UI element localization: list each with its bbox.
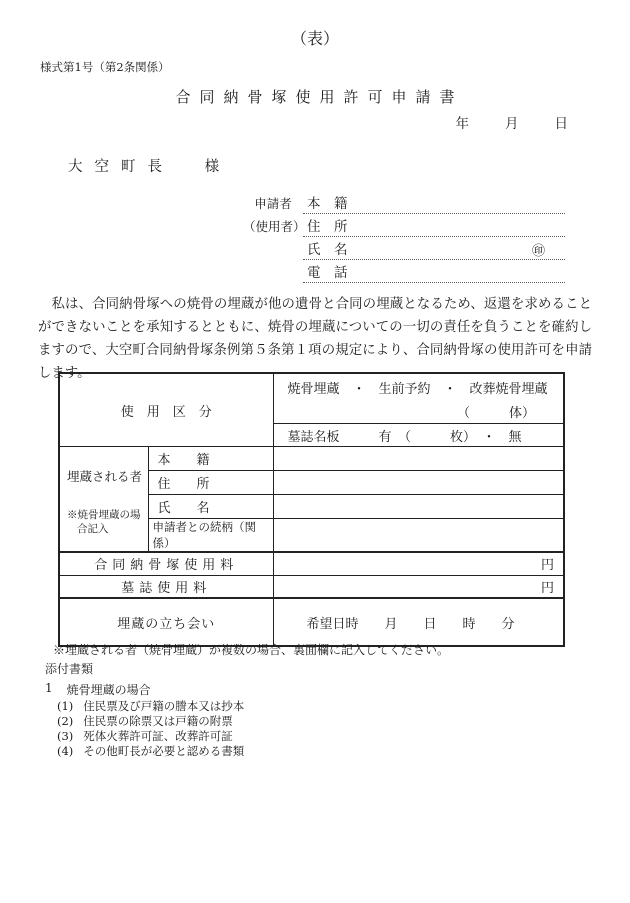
interred-address-label: 住 所 [148, 471, 273, 495]
list-item [57, 744, 244, 759]
interred-name-input-cell [273, 495, 564, 519]
list-item [57, 729, 244, 744]
interred-honseki-row [59, 447, 564, 471]
attachments-group-line [45, 681, 244, 698]
interred-relation-input-cell [273, 519, 564, 553]
attachments-title: 添付書類 [45, 662, 94, 676]
usage-category-label: 使用区分 [59, 373, 273, 447]
applicant-row-phone [243, 260, 565, 283]
declaration-paragraph: 私は、合同納骨塚への焼骨の埋蔵が他の遺骨と合同の埋蔵となるため、返還を求めることができないことを承知するとともに、焼骨の埋蔵についての一切の責任を負うことを確約しますので、大空町合同納骨塚条例第５条第１項の規定により、合同納骨塚の使用許可を申請します。 [38, 297, 592, 381]
plate-fee-row [59, 575, 564, 598]
applicant-row-name [243, 237, 565, 260]
form-number: 様式第1号（第2条関係） [40, 60, 170, 74]
usage-options-line: 焼骨埋蔵 ・ 生前予約 ・ 改葬焼骨埋蔵 [287, 382, 548, 397]
list-item [57, 699, 244, 714]
attachment-item-text: 住民票の除票又は戸籍の附票 [83, 714, 233, 728]
addressee-name: 大空町長 [68, 159, 174, 175]
interred-relation-label: 申請者との続柄（関係） [148, 519, 273, 553]
applicant-phone-field [303, 261, 565, 283]
attachment-item-text: 住民票及び戸籍の謄本又は抄本 [83, 699, 245, 713]
attachment-item-text: 死体火葬許可証、改葬許可証 [83, 729, 233, 743]
applicant-name-label: 氏 名 [307, 242, 348, 258]
interred-honseki-label: 本 籍 [148, 447, 273, 471]
interred-address-input-cell [273, 471, 564, 495]
attachments-group-text: 焼骨埋蔵の場合 [66, 683, 151, 697]
witness-label: 埋蔵の立ち会い [59, 598, 273, 646]
date-year-label: 年 [455, 116, 469, 132]
list-item [57, 714, 244, 729]
plate-fee-unit: 円 [273, 575, 564, 598]
seal-icon: ㊞ [531, 244, 545, 259]
application-table [58, 372, 565, 647]
applicant-name-field [303, 238, 565, 260]
applicant-honseki-label: 本 籍 [307, 196, 348, 212]
attachment-item-num: (4) [57, 744, 74, 758]
attachment-item-text: その他町長が必要と認める書類 [83, 744, 245, 758]
date-line [456, 112, 569, 132]
addressee-line [68, 155, 219, 176]
attachment-item-num: (1) [57, 699, 74, 713]
date-month-label: 月 [505, 116, 519, 132]
interred-honseki-input-cell [273, 447, 564, 471]
attachment-item-num: (3) [57, 729, 74, 743]
interred-person-header: 埋蔵される者 [67, 469, 143, 484]
attachments-list [57, 699, 244, 759]
ossuary-fee-row [59, 552, 564, 575]
applicant-address-field [303, 215, 565, 237]
plate-fee-label: 墓誌使用料 [59, 575, 273, 598]
applicant-honseki-field [303, 192, 565, 214]
interred-person-header-cell [59, 447, 148, 553]
interred-note-line2: 合記入 [77, 523, 109, 535]
usage-options-row [59, 373, 564, 424]
interred-note-line1: ※焼骨埋蔵の場 [67, 509, 141, 521]
page-title: 合同納骨塚使用許可申請書 [175, 88, 464, 106]
date-day-label: 日 [554, 116, 568, 132]
interred-name-label: 氏 名 [148, 495, 273, 519]
attachments-group-num: 1 [45, 681, 53, 695]
multiple-persons-note: ※埋蔵される者（焼骨埋蔵）が複数の場合、裏面欄に記入してください。 [53, 643, 450, 657]
sheet-side-label: （表） [290, 29, 339, 48]
attachment-item-num: (2) [57, 714, 74, 728]
applicant-address-label: 住 所 [307, 219, 348, 235]
applicant-phone-label: 電 話 [307, 265, 348, 281]
witness-row [59, 598, 564, 646]
usage-count-blank: （ 体） [456, 406, 535, 421]
witness-datetime-cell: 希望日時 月 日 時 分 [273, 598, 564, 646]
attachments-section [45, 660, 244, 759]
applicant-block [243, 191, 565, 283]
applicant-user-role-label: （使用者） [243, 219, 306, 234]
applicant-role-label: 申請者 [254, 196, 292, 211]
ossuary-fee-label: 合同納骨塚使用料 [59, 552, 273, 575]
applicant-row-address [243, 214, 565, 237]
nameplate-cell: 墓誌名板 有 （ 枚） ・ 無 [273, 424, 564, 447]
addressee-honorific: 様 [204, 159, 220, 175]
applicant-row-honseki [243, 191, 565, 214]
interred-note [67, 508, 144, 536]
ossuary-fee-unit: 円 [273, 552, 564, 575]
usage-options-cell [273, 373, 564, 424]
